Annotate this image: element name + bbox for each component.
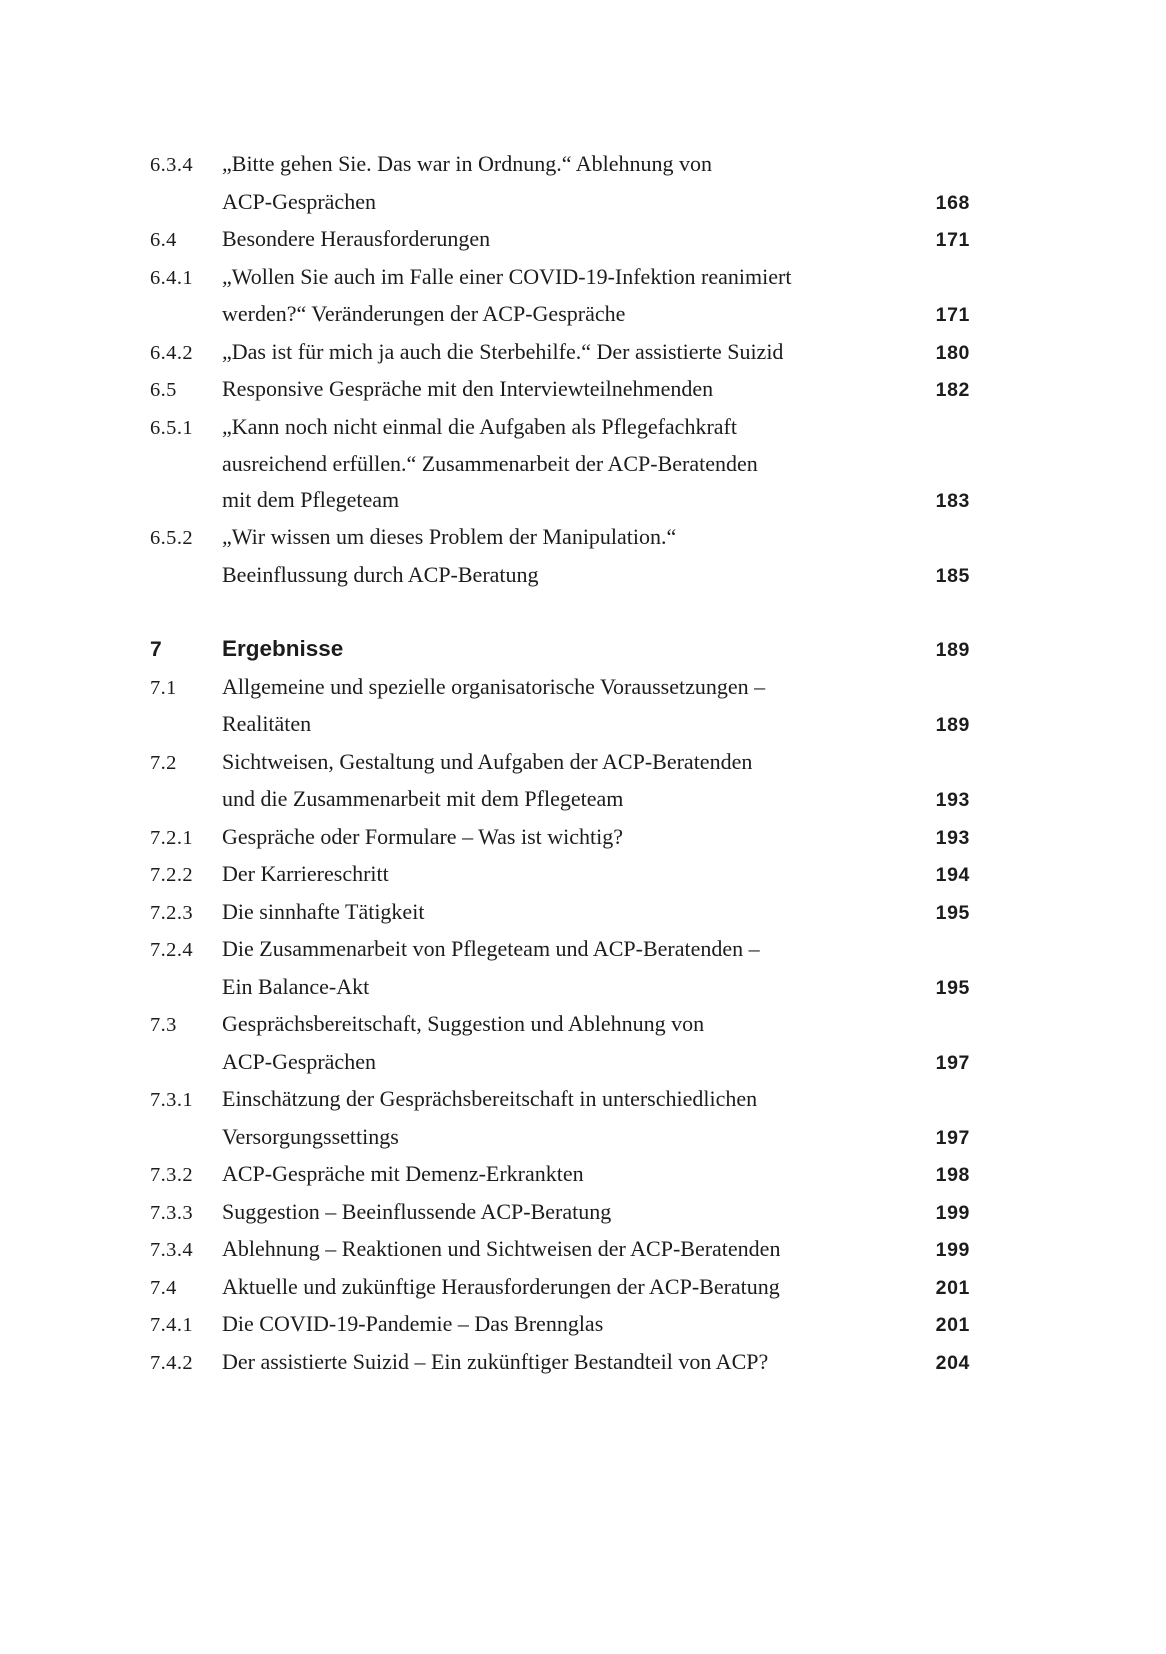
toc-entry-title: Die Zusammenarbeit von Pflegeteam und ACP-Beratenden –	[222, 936, 760, 961]
toc-entry-title: Suggestion – Beeinflussende ACP-Beratung	[222, 1198, 612, 1224]
toc-row	[150, 371, 970, 409]
toc-entry-page: 197	[935, 1051, 970, 1074]
toc-entry-title: Allgemeine und spezielle organisatorische Voraussetzungen –	[222, 673, 766, 699]
toc-entry-page: 182	[935, 379, 970, 401]
toc-entry-title: Der Karriereschritt	[222, 861, 389, 886]
toc-row	[150, 631, 970, 669]
toc-entry-number: 6.4.2	[150, 341, 193, 364]
toc-entry-page: 180	[935, 341, 970, 364]
toc-row	[150, 334, 970, 372]
toc-entry-title: Sichtweisen, Gestaltung und Aufgaben der ACP-Beratenden	[222, 748, 753, 774]
toc-entry-number: 6.5	[150, 379, 177, 401]
toc-entry-number: 7.4	[150, 1276, 177, 1299]
toc-row	[150, 1194, 970, 1232]
toc-entry-page: 189	[935, 714, 970, 736]
toc-entry-page: 185	[935, 564, 970, 587]
toc-entry-title: „Kann noch nicht einmal die Aufgaben als Pflegefachkraft	[222, 413, 737, 439]
toc-entry-number: 7.2.4	[150, 939, 193, 961]
toc-row	[150, 184, 970, 222]
toc-entry-page: 193	[935, 826, 970, 849]
toc-row	[150, 296, 970, 334]
table-of-contents	[150, 146, 970, 1381]
toc-entry-number: 7.3.3	[150, 1201, 193, 1224]
toc-entry-number: 7	[150, 638, 163, 661]
toc-row	[150, 519, 970, 557]
toc-row	[150, 221, 970, 259]
toc-entry-page: 189	[935, 639, 970, 661]
toc-row	[150, 1269, 970, 1307]
toc-entry-number: 7.3	[150, 1014, 177, 1036]
toc-entry-page: 201	[935, 1276, 970, 1299]
toc-entry-page: 194	[935, 864, 970, 886]
toc-entry-title: Versorgungssettings	[222, 1123, 399, 1149]
toc-row	[150, 1306, 970, 1344]
toc-row	[150, 557, 970, 595]
toc-entry-page: 195	[935, 976, 970, 999]
toc-entry-title: ausreichend erfüllen.“ Zusammenarbeit der ACP-Beratenden	[222, 451, 758, 476]
toc-entry-title: Besondere Herausforderungen	[222, 226, 491, 251]
toc-entry-title: Aktuelle und zukünftige Herausforderungen der ACP-Beratung	[222, 1273, 780, 1299]
toc-entry-title: Gespräche oder Formulare – Was ist wichtig?	[222, 823, 624, 849]
toc-entry-title: Einschätzung der Gesprächsbereitschaft in unterschiedlichen	[222, 1086, 758, 1111]
toc-row	[150, 446, 970, 482]
toc-entry-page: 199	[935, 1239, 970, 1261]
toc-entry-number: 7.1	[150, 676, 177, 699]
toc-entry-title: Der assistierte Suizid – Ein zukünftiger Bestandteil von ACP?	[222, 1348, 769, 1374]
toc-row	[150, 146, 970, 184]
toc-row	[150, 482, 970, 520]
toc-row	[150, 1006, 970, 1044]
toc-entry-title: Beeinflussung durch ACP-Beratung	[222, 561, 539, 587]
toc-entry-number: 7.4.1	[150, 1314, 193, 1336]
toc-entry-number: 6.5.2	[150, 527, 193, 549]
toc-entry-title: Ergebnisse	[222, 636, 344, 661]
toc-entry-title: Die COVID-19-Pandemie – Das Brennglas	[222, 1311, 604, 1336]
toc-row	[150, 856, 970, 894]
toc-entry-number: 6.4	[150, 229, 177, 251]
toc-entry-number: 7.2.1	[150, 826, 193, 849]
toc-entry-title: ACP-Gesprächen	[222, 1048, 376, 1074]
toc-row	[150, 781, 970, 819]
toc-entry-title: „Wollen Sie auch im Falle einer COVID-19-Infektion reanimiert	[222, 263, 792, 289]
toc-entry-title: „Bitte gehen Sie. Das war in Ordnung.“ Ablehnung von	[222, 151, 713, 176]
toc-entry-page: 198	[935, 1164, 970, 1186]
toc-entry-title: Responsive Gespräche mit den Interviewteilnehmenden	[222, 376, 714, 401]
toc-entry-title: ACP-Gesprächen	[222, 188, 376, 214]
toc-row	[150, 1081, 970, 1119]
toc-entry-number: 7.3.4	[150, 1239, 193, 1261]
toc-entry-page: 168	[935, 191, 970, 214]
toc-row	[150, 1044, 970, 1082]
toc-entry-page: 201	[935, 1314, 970, 1336]
toc-entry-number: 7.2.2	[150, 864, 193, 886]
toc-row	[150, 1344, 970, 1382]
toc-entry-page: 183	[935, 489, 970, 512]
toc-entry-number: 6.3.4	[150, 154, 193, 176]
toc-entry-title: „Das ist für mich ja auch die Sterbehilfe.“ Der assistierte Suizid	[222, 338, 784, 364]
toc-entry-number: 7.3.2	[150, 1164, 193, 1186]
toc-row	[150, 1156, 970, 1194]
toc-entry-page: 193	[935, 789, 970, 811]
toc-entry-title: Ablehnung – Reaktionen und Sichtweisen der ACP-Beratenden	[222, 1236, 781, 1261]
toc-entry-title: Realitäten	[222, 711, 312, 736]
toc-entry-number: 6.5.1	[150, 416, 193, 439]
toc-entry-title: werden?“ Veränderungen der ACP-Gespräche	[222, 301, 626, 326]
toc-row	[150, 1119, 970, 1157]
toc-entry-number: 7.3.1	[150, 1089, 193, 1111]
toc-entry-number: 7.4.2	[150, 1351, 193, 1374]
toc-entry-title: mit dem Pflegeteam	[222, 486, 400, 512]
toc-entry-number: 6.4.1	[150, 266, 193, 289]
toc-entry-number: 7.2.3	[150, 901, 193, 924]
toc-entry-page: 195	[935, 901, 970, 924]
toc-row	[150, 259, 970, 297]
toc-entry-title: Die sinnhafte Tätigkeit	[222, 898, 425, 924]
toc-entry-page: 171	[935, 229, 970, 251]
toc-row	[150, 669, 970, 707]
toc-entry-page: 197	[935, 1126, 970, 1149]
toc-row	[150, 819, 970, 857]
toc-entry-number: 7.2	[150, 751, 177, 774]
toc-row	[150, 744, 970, 782]
toc-row	[150, 409, 970, 447]
toc-row	[150, 969, 970, 1007]
toc-row	[150, 931, 970, 969]
toc-entry-title: ACP-Gespräche mit Demenz-Erkrankten	[222, 1161, 584, 1186]
toc-entry-page: 204	[935, 1351, 970, 1374]
toc-row	[150, 706, 970, 744]
toc-entry-page: 199	[935, 1201, 970, 1224]
toc-entry-page: 171	[935, 304, 970, 326]
toc-entry-title: „Wir wissen um dieses Problem der Manipulation.“	[222, 524, 677, 549]
toc-entry-title: Ein Balance-Akt	[222, 973, 370, 999]
toc-entry-title: Gesprächsbereitschaft, Suggestion und Ablehnung von	[222, 1011, 705, 1036]
toc-row	[150, 1231, 970, 1269]
toc-entry-title: und die Zusammenarbeit mit dem Pflegeteam	[222, 786, 624, 811]
toc-row	[150, 894, 970, 932]
